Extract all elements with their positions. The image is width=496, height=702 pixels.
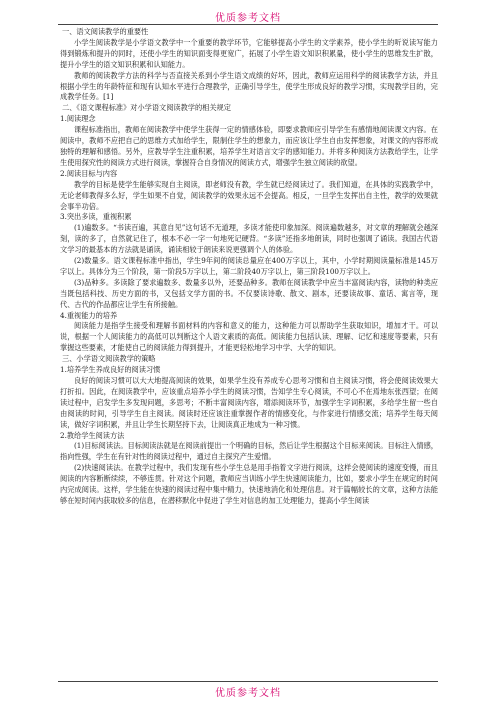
section-heading: 1.阅读理念 — [60, 114, 96, 124]
section-heading: 4.重视能力的培养 — [60, 310, 118, 320]
body-paragraph: (2)快速阅读法。在教学过程中，我们发现有些小学生总是用手指着文字进行阅读，这样会使阅读的速度变慢，而且阅读的内容断断续续，不够连贯。针对这个问题，教师应当训练小学生快速阅读能力，比如，要求小学生在规定的时间内完成阅读。这样，学生能在快速的阅读过程中集中精力，快速地消化和处理信息。对于篇幅较长的文章，这种方法能够在短时间内获取较多的信息，在潜移默化中促进了学生对信息的加工处理能力，提高小学生阅读 — [60, 463, 438, 505]
section-heading: 三、小学语文阅读教学的策略 — [62, 354, 156, 364]
body-paragraph: 阅读能力是指学生接受和理解书面材料的内容和意义的能力，这种能力可以帮助学生获取知识，增加才干。可以说，根据一个人阅读能力的高低可以判断这个人语文素质的高低。阅读能力包括认读、理解、记忆和速度等要素，只有掌握这些要素，才能使自己的阅读能力得到提升，才能更轻松地学习中学、大学的知识。 — [60, 321, 438, 353]
section-heading: 3.突出多读，重视积累 — [60, 212, 132, 222]
section-heading: 1.培养学生养成良好的阅读习惯 — [60, 365, 161, 375]
body-paragraph: 教学的目标是使学生能够实现自主阅读，即老师没有教，学生就已经阅读过了。我们知道，在具体的实践教学中，无论老师教得多么好，学生如果不自觉，阅读教学的效果永远不会提高。相反，一旦学生发挥出自主性，教学的效果就会事半功倍。 — [60, 179, 438, 211]
body-paragraph: (3)品种多。多读除了要求遍数多、数量多以外，还要品种多。教师在阅读教学中应当丰富阅读内容，读物的种类应当既包括科技、历史方面的书，又包括文学方面的书。不仅要读诗歌、散文、剧本，还要读故事、童话、寓言等，现代、古代的作品都应让学生有所接触。 — [60, 277, 438, 309]
section-heading: 二、《语文课程标准》对小学语文阅读教学的相关规定 — [62, 103, 231, 113]
header-divider — [58, 24, 438, 25]
body-paragraph: 教师的阅读教学方法的科学与否直接关系到小学生语文成绩的好坏，因此，教师应运用科学的阅读教学方法，并且根据小学生的年龄特征和现有认知水平进行合理教学，正确引导学生，使学生形成良好的教学习惯，实现教学目的，完成教学任务。[1] — [60, 70, 438, 102]
section-heading: 2.教给学生阅读方法 — [60, 430, 125, 440]
body-paragraph: (1)遍数多。“书读百遍，其意自见”这句话不无道理，多读才能使印象加深。阅读遍数越多，对文章的理解就会越深刻，读的多了，自然就记住了，根本不必一字一句地死记硬背。“多读”还指多地朗读，同时也强调了诵读。我国古代语文学习的最基本的方法就是诵读，诵读相较于朗读来说更强调个人的体验。 — [60, 223, 438, 255]
body-paragraph: 小学生阅读教学是小学语文教学中一个重要的教学环节，它能够提高小学生的文学素养，使小学生的听说读写能力得到锻炼和提升的同时，还使小学生的知识面变得更宽广，拓展了小学生语文知识积累量，使小学生的思维发生扩散，提升小学生的语文知识积累和认知能力。 — [60, 37, 438, 69]
body-paragraph: 课程标准指出，教师在阅读教学中使学生获得一定的情感体验，即要求教师应引导学生有感情地阅读课文内容。在阅读中，教师不应把自己的思维方式加给学生，限制住学生的想象力，而应该让学生自由发挥想象，对课文的内容形成独特的理解和感悟。另外，应教导学生注重积累，培养学生对语言文字的感知能力。并将多种阅读方法教给学生，让学生使用探究性的阅读方式进行阅读，掌握符合自身情况的阅读方式，增强学生独立阅读的欲望。 — [60, 125, 438, 167]
section-heading: 一、语文阅读教学的重要性 — [62, 27, 149, 36]
document-body — [60, 27, 438, 507]
section-heading: 2.阅读目标与内容 — [60, 168, 118, 178]
footer-divider — [58, 681, 438, 682]
body-paragraph: (1)目标阅读法。目标阅读法就是在阅读前提出一个明确的目标，然后让学生根据这个目标来阅读。目标注入情感，指向性强，学生在有针对性的阅读过程中，通过自主探究产生爱憎。 — [60, 441, 438, 462]
footer-banner: 优质参考文档 — [215, 688, 281, 699]
body-paragraph: 良好的阅读习惯可以大大地提高阅读的效果，如果学生没有养成专心思考习惯和自主阅读习惯，将会使阅读效果大打折扣。因此，在阅读教学中，应该重点培养小学生的阅读习惯，告知学生专心阅读，不可心不在焉地东张西望；在阅读过程中，启发学生多发现问题，多思考；不断丰富阅读内容，增添阅读环节，加强学生字词积累，多给学生留一些自由阅读的时间，引导学生自主阅读。阅读时还应该注重掌握作者的情感变化，与作家进行情感交流；培养学生每天阅读，做好字词积累，并且让学生长期坚持下去，让阅读真正地成为一种习惯。 — [60, 376, 438, 429]
body-paragraph: (2)数量多。语文课程标准中指出，学生9年间的阅读总量应在400万字以上，其中，小学时期阅读量标准是145万字以上。具体分为三个阶段，第一阶段5万字以上，第二阶段40万字以上，第三阶段100万字以上。 — [60, 256, 438, 276]
header-banner: 优质参考文档 — [215, 13, 281, 24]
